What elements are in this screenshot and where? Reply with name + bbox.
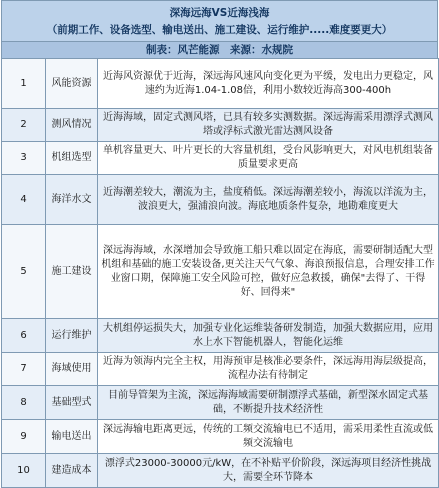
- row-number: 2: [2, 109, 46, 142]
- row-number: 5: [2, 225, 46, 319]
- row-topic: 海域使用: [46, 353, 98, 386]
- row-number: 9: [2, 420, 46, 454]
- row-description: 近海海域，固定式测风塔，已具有较多实测数据。深远海需采用漂浮式测风塔或浮标式激光雷达测风设备: [98, 109, 439, 142]
- table-row: [2, 386, 439, 420]
- comparison-table-sheet: [1, 0, 438, 488]
- row-number: 8: [2, 386, 46, 420]
- table-source-line: 制表：风芒能源 来源：水规院: [146, 44, 293, 56]
- row-number: 7: [2, 353, 46, 386]
- table-subtitle: （前期工作、设备选型、输电送出、施工建设、运行维护.....难度要更大）: [46, 24, 393, 36]
- table-row: [2, 225, 439, 319]
- table-row: [2, 59, 439, 109]
- row-description: 深远海输电距离更远，传统的工频交流输电已不适用，需采用柔性直流或低频交流输电: [98, 420, 439, 454]
- row-topic: 施工建设: [46, 225, 98, 319]
- table-title-band: [1, 0, 438, 41]
- row-number: 3: [2, 142, 46, 175]
- table-row: [2, 142, 439, 175]
- comparison-table: [1, 58, 439, 488]
- row-number: 10: [2, 454, 46, 488]
- row-topic: 海洋水文: [46, 175, 98, 225]
- row-topic: 风能资源: [46, 59, 98, 109]
- row-topic: 测风情况: [46, 109, 98, 142]
- table-row: [2, 109, 439, 142]
- row-description: 深远海海域，水深增加会导致施工船只难以固定在海底，需要研制适配大型机组和基础的施工安装设备,更关注天气气象、海浪预报信息，合理安排工作业窗口期，保障施工安全风险可控，做好应急救援，确保"去得了、干得好、回得来": [98, 225, 439, 319]
- row-description: 近海为领海内完全主权，用海预审是核准必要条件，深远海用海层级提高，流程办法有待制定: [98, 353, 439, 386]
- row-description: 近海潮差较大，潮流为主，盐度稍低。深远海潮差较小，海流以洋流为主，波浪更大，强浦浪向波。海底地质条件复杂，地勘难度更大: [98, 175, 439, 225]
- table-row: [2, 175, 439, 225]
- row-description: 近海风资源优于近海，深远海风速风向变化更为平缓，发电出力更稳定，风速约为近海1.04-1.08倍，利用小数较近海高300-400h: [98, 59, 439, 109]
- row-description: 目前导管架为主流，深远海海域需要研制漂浮式基础，新型深水固定式基础，不断提升技术经济性: [98, 386, 439, 420]
- row-topic: 机组选型: [46, 142, 98, 175]
- row-topic: 运行维护: [46, 319, 98, 353]
- row-number: 4: [2, 175, 46, 225]
- row-topic: 建造成本: [46, 454, 98, 488]
- table-row: [2, 319, 439, 353]
- row-number: 6: [2, 319, 46, 353]
- row-description: 漂浮式23000-30000元/kW，在不补贴平价阶段，深远海项目经济性挑战大，需要全环节降本: [98, 454, 439, 488]
- row-description: 大机组停运损失大，加强专业化运维装备研发制造，加强大数据应用，应用水上水下智能机器人，智能化运维: [98, 319, 439, 353]
- table-row: [2, 420, 439, 454]
- table-row: [2, 353, 439, 386]
- row-topic: 基础型式: [46, 386, 98, 420]
- table-title: 深海远海VS近海浅海: [169, 7, 270, 19]
- row-description: 单机容量更大、叶片更长的大容量机组，受台风影响更大，对风电机组装备质量要求更高: [98, 142, 439, 175]
- table-row: [2, 454, 439, 488]
- row-topic: 输电送出: [46, 420, 98, 454]
- row-number: 1: [2, 59, 46, 109]
- table-source-band: [1, 41, 438, 58]
